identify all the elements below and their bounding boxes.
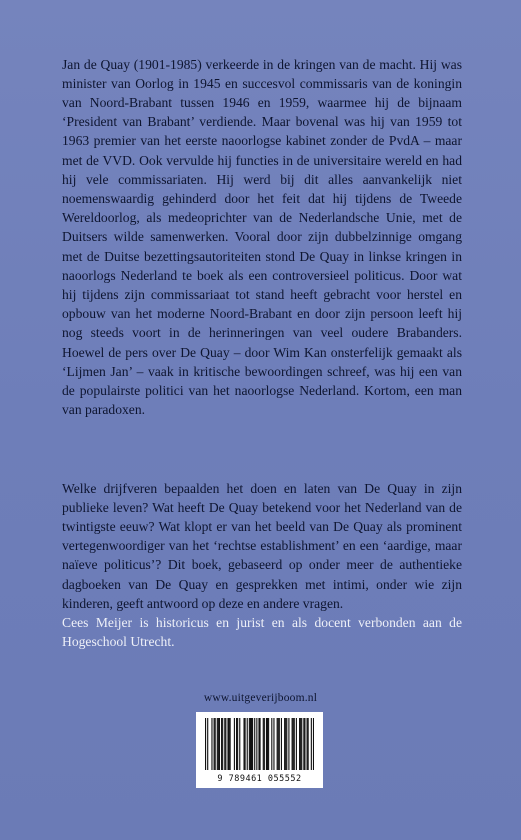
barcode-bar xyxy=(214,718,215,770)
barcode-bar xyxy=(249,718,250,770)
barcode-bar xyxy=(288,718,289,770)
barcode-bar xyxy=(236,718,237,770)
barcode-bar xyxy=(307,718,308,770)
barcode-bar xyxy=(267,718,268,770)
barcode-bar xyxy=(243,718,244,770)
barcode-bar xyxy=(300,718,301,770)
barcode-bar xyxy=(251,718,252,770)
barcode-bar xyxy=(286,718,287,770)
barcode-bar xyxy=(271,718,272,770)
barcode-bar xyxy=(227,718,228,770)
barcode-bar xyxy=(230,718,231,770)
barcode-bar xyxy=(279,718,280,770)
publisher-url: www.uitgeverijboom.nl xyxy=(203,692,318,704)
barcode-bar xyxy=(207,718,208,770)
barcode-bar xyxy=(205,718,206,770)
barcode-bar xyxy=(224,718,225,770)
barcode-bar xyxy=(313,718,314,770)
isbn-barcode xyxy=(196,712,323,788)
barcode-bar xyxy=(263,718,264,770)
blurb-paragraph-1: Jan de Quay (1901-1985) verkeerde in de kringen van de macht. Hij was minister van Oorlog in 1945 en succesvol commissaris van de koningin van Noord-Brabant tussen 1946 en 1959, waarmee hij de bijnaam ‘President van Brabant’ verdiende. Maar bovenal was hij van 1959 tot 1963 premier van het eerste naoorlogse kabinet zonder de PvdA – maar met de VVD. Ook vervulde hij functies in de universitaire wereld en had hij vele commissariaten. Hij werd bij dit alles aanvankelijk niet noemenswaardig gehinderd door het feit dat hij tijdens de Tweede Wereldoorlog, als medeoprichter van de Nederlandsche Unie, met de Duitsers wilde samenwerken. Vooral door zijn dubbelzinnige omgang met de Duitse bezettingsautoriteiten stond De Quay in linkse kringen in naoorlogs Nederland te boek als een controversieel politicus. Door wat hij tijdens zijn commissariaat tot stand heeft gebracht voor herstel en opbouw van het moderne Noord-Brabant en door zijn persoon leeft hij nog steeds voort in de herinneringen van veel oudere Brabanders. Hoewel de pers over De Quay – door Wim Kan onsterfelijk gemaakt als ‘Lijmen Jan’ – vaak in kritische bewoordingen schreef, was hij een van de populairste politici van het naoorlogse Nederland. Kortom, een man van paradoxen. xyxy=(62,56,462,418)
barcode-bar xyxy=(254,718,255,770)
barcode-bar xyxy=(258,718,259,770)
barcode-bar xyxy=(239,718,240,770)
barcode-bar xyxy=(250,718,251,770)
barcode-bar xyxy=(299,718,300,770)
barcode-bar xyxy=(285,718,286,770)
barcode-bar xyxy=(304,718,305,770)
barcode-bar xyxy=(237,718,238,770)
barcode-bar xyxy=(247,718,248,770)
barcode-bar xyxy=(256,718,257,770)
barcode-bar xyxy=(303,718,304,770)
barcode-bar xyxy=(281,718,282,770)
barcode-bar xyxy=(268,718,269,770)
barcode-bar xyxy=(311,718,312,770)
barcode-bar xyxy=(278,718,279,770)
barcode-bar xyxy=(252,718,253,770)
barcode-bar xyxy=(294,718,295,770)
barcode-bar xyxy=(215,718,216,770)
barcode-bar xyxy=(218,718,219,770)
barcode-bar xyxy=(273,718,274,770)
barcode-bar xyxy=(222,718,223,770)
barcode-bar xyxy=(211,718,212,770)
barcode-bar xyxy=(266,718,267,770)
barcode-bar xyxy=(245,718,246,770)
barcode-bar xyxy=(264,718,265,770)
barcode-bar xyxy=(301,718,302,770)
barcode-bar xyxy=(293,718,294,770)
barcode-bar xyxy=(292,718,293,770)
barcode-bar xyxy=(284,718,285,770)
isbn-number: 9 789461 055552 xyxy=(217,774,302,784)
barcode-bars xyxy=(205,718,314,770)
barcode-bar xyxy=(221,718,222,770)
barcode-bar xyxy=(217,718,218,770)
barcode-bar xyxy=(229,718,230,770)
barcode-bar xyxy=(260,718,261,770)
barcode-bar xyxy=(234,718,235,770)
barcode-bar xyxy=(277,718,278,770)
barcode-bar xyxy=(225,718,226,770)
author-bio: Cees Meijer is historicus en jurist en als docent verbonden aan de Hogeschool Utrecht. xyxy=(62,614,462,649)
barcode-bar xyxy=(296,718,297,770)
barcode-bar xyxy=(308,718,309,770)
barcode-bar xyxy=(219,718,220,770)
blurb-paragraph-2: Welke drijfveren bepaalden het doen en laten van De Quay in zijn publieke leven? Wat heeft De Quay betekend voor het Nederland van de twintigste eeuw? Wat klopt er van het beeld van De Quay als prominent vertegenwoordiger van het ‘rechtse establishment’ en een ‘aardige, maar naïeve politicus’? Dit boek, gebaseerd op onder meer de authentieke dagboeken van De Quay en gesprekken met intimi, onder wie zijn kinderen, geeft antwoord op deze en andere vragen. xyxy=(62,480,462,611)
